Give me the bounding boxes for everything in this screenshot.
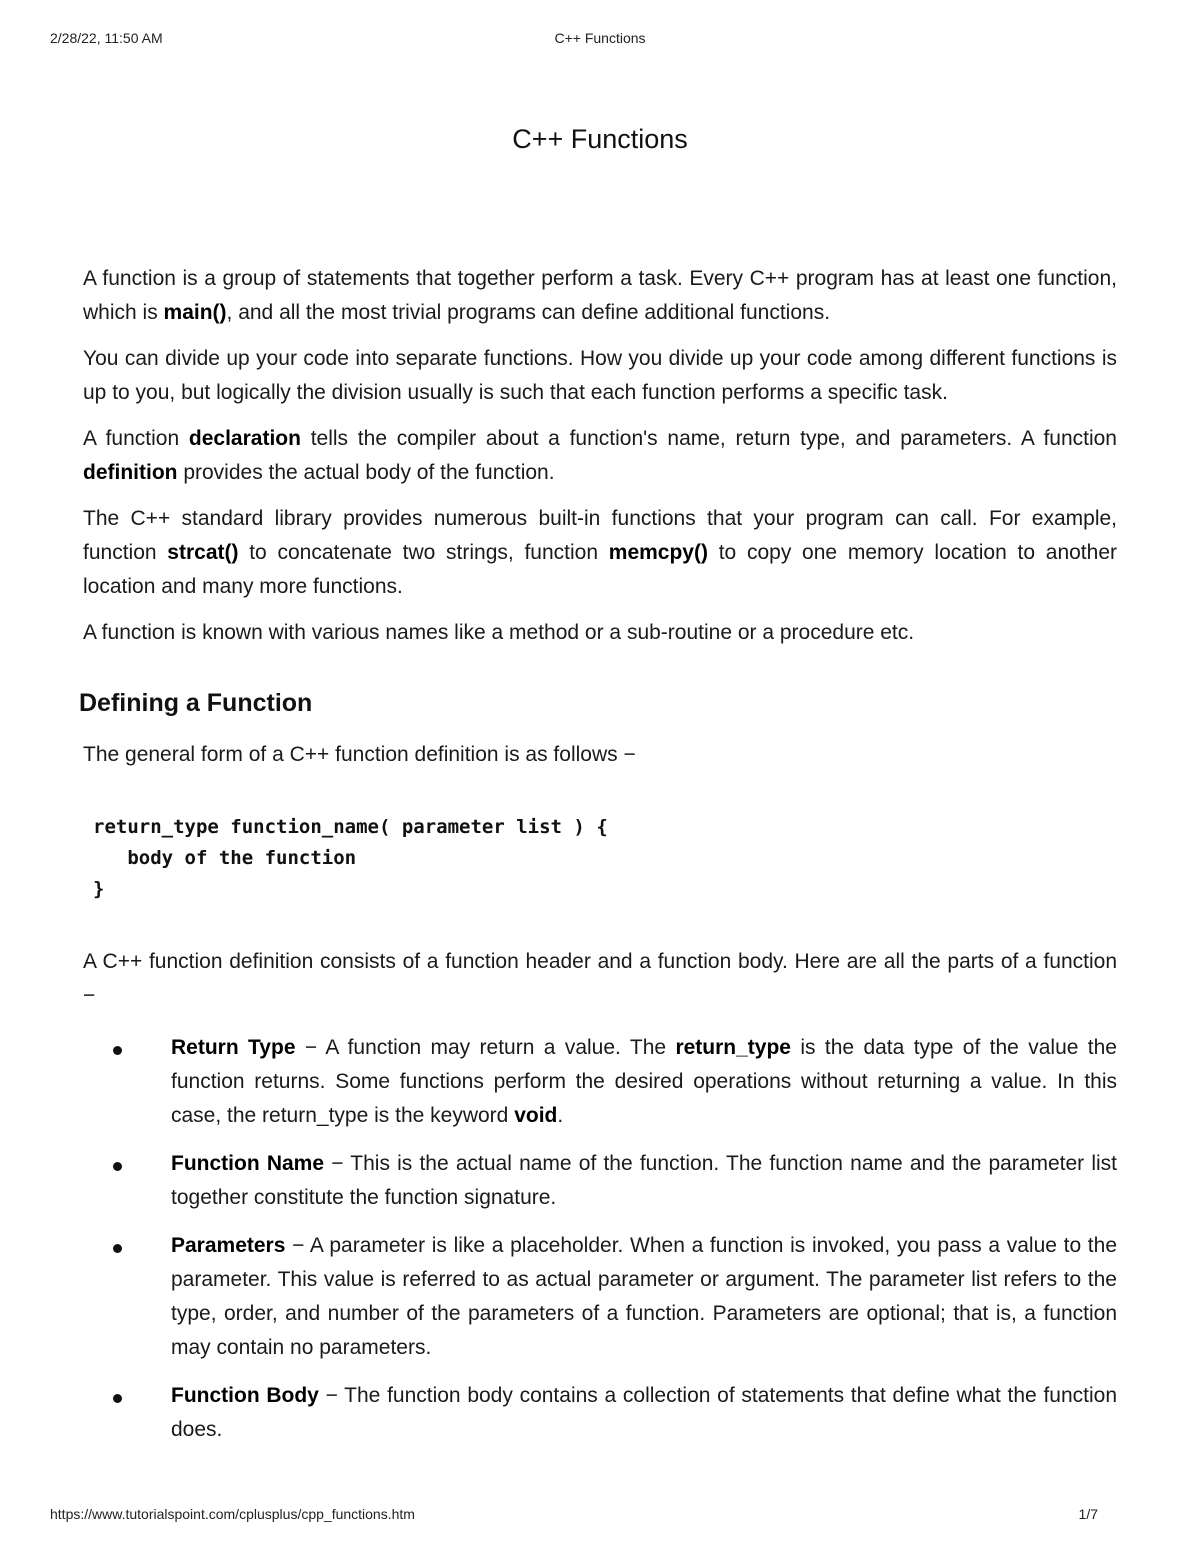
text: − The function body contains a collection of statements that define what the function does. xyxy=(171,1384,1117,1441)
term-parameters: Parameters xyxy=(171,1234,286,1257)
keyword-main: main() xyxy=(163,301,227,324)
intro-paragraph-3 xyxy=(83,422,1117,490)
bullet-icon xyxy=(113,1394,122,1403)
print-date: 2/28/22, 11:50 AM xyxy=(50,30,163,46)
page-number: 1/7 xyxy=(1078,1506,1098,1522)
bullet-icon xyxy=(113,1162,122,1171)
keyword-definition: definition xyxy=(83,461,178,484)
text: to concatenate two strings, function xyxy=(238,541,609,564)
intro-paragraph-4 xyxy=(83,502,1117,604)
intro-paragraph-2: You can divide up your code into separate functions. How you divide up your code among different functions is up to you, but logically the division usually is such that each function performs a specific task. xyxy=(83,347,1117,404)
text: − A function may return a value. The xyxy=(295,1036,676,1059)
bullet-icon xyxy=(113,1244,122,1253)
section-paragraph-1: The general form of a C++ function definition is as follows − xyxy=(83,743,636,766)
section-heading: Defining a Function xyxy=(79,689,313,717)
term-function-name: Function Name xyxy=(171,1152,325,1175)
page-title: C++ Functions xyxy=(512,124,688,154)
intro-paragraph-5: A function is known with various names like a method or a sub-routine or a procedure etc. xyxy=(83,621,915,644)
list-item-function-name xyxy=(83,1147,1117,1215)
text: . xyxy=(557,1104,564,1127)
text: provides the actual body of the function. xyxy=(177,461,555,484)
text: , and all the most trivial programs can define additional functions. xyxy=(226,301,831,324)
list-item-function-body xyxy=(83,1379,1117,1447)
text: tells the compiler about a function's name, return type, and parameters. A function xyxy=(300,427,1117,450)
article-content xyxy=(79,262,1117,1461)
print-title: C++ Functions xyxy=(554,30,646,46)
text: A function xyxy=(83,427,189,450)
keyword-declaration: declaration xyxy=(188,427,301,450)
print-url: https://www.tutorialspoint.com/cplusplus/cpp_functions.htm xyxy=(50,1506,415,1522)
intro-paragraph-1 xyxy=(83,262,1117,330)
text: to copy one memory location to another location and many more functions. xyxy=(83,541,1117,598)
text: is the data type of the value the function returns. Some functions perform the desired operations without returning a value. In this case, the return_type is the keyword xyxy=(171,1036,1117,1127)
print-footer xyxy=(50,1506,1150,1526)
keyword-void: void xyxy=(514,1104,558,1127)
text: − A parameter is like a placeholder. When a function is invoked, you pass a value to the parameter. This value is referred to as actual parameter or argument. The parameter list refers to the type, order, and number of the parameters of a function. Parameters are optional; that is, a function may contain no parameters. xyxy=(171,1234,1117,1359)
section-paragraph-2: A C++ function definition consists of a function header and a function body. Here are all the parts of a function − xyxy=(83,950,1117,1007)
text: − This is the actual name of the function. The function name and the parameter list together constitute the function signature. xyxy=(171,1152,1117,1209)
text: The C++ standard library provides numerous built-in functions that your program can call. For example, function xyxy=(83,507,1117,564)
list-item-parameters xyxy=(83,1229,1117,1365)
term-return-type: Return Type xyxy=(171,1036,296,1059)
print-header xyxy=(50,30,1150,50)
keyword-memcpy: memcpy() xyxy=(608,541,708,564)
bullet-icon xyxy=(113,1046,122,1055)
text: A function is a group of statements that together perform a task. Every C++ program has at least one function, which is xyxy=(83,267,1117,324)
list-item-return-type xyxy=(83,1031,1117,1133)
code-block: return_type function_name( parameter list ) { body of the function } xyxy=(93,816,608,900)
keyword-return-type: return_type xyxy=(675,1036,791,1059)
term-function-body: Function Body xyxy=(171,1384,319,1407)
keyword-strcat: strcat() xyxy=(167,541,239,564)
function-parts-list xyxy=(83,1031,1117,1447)
